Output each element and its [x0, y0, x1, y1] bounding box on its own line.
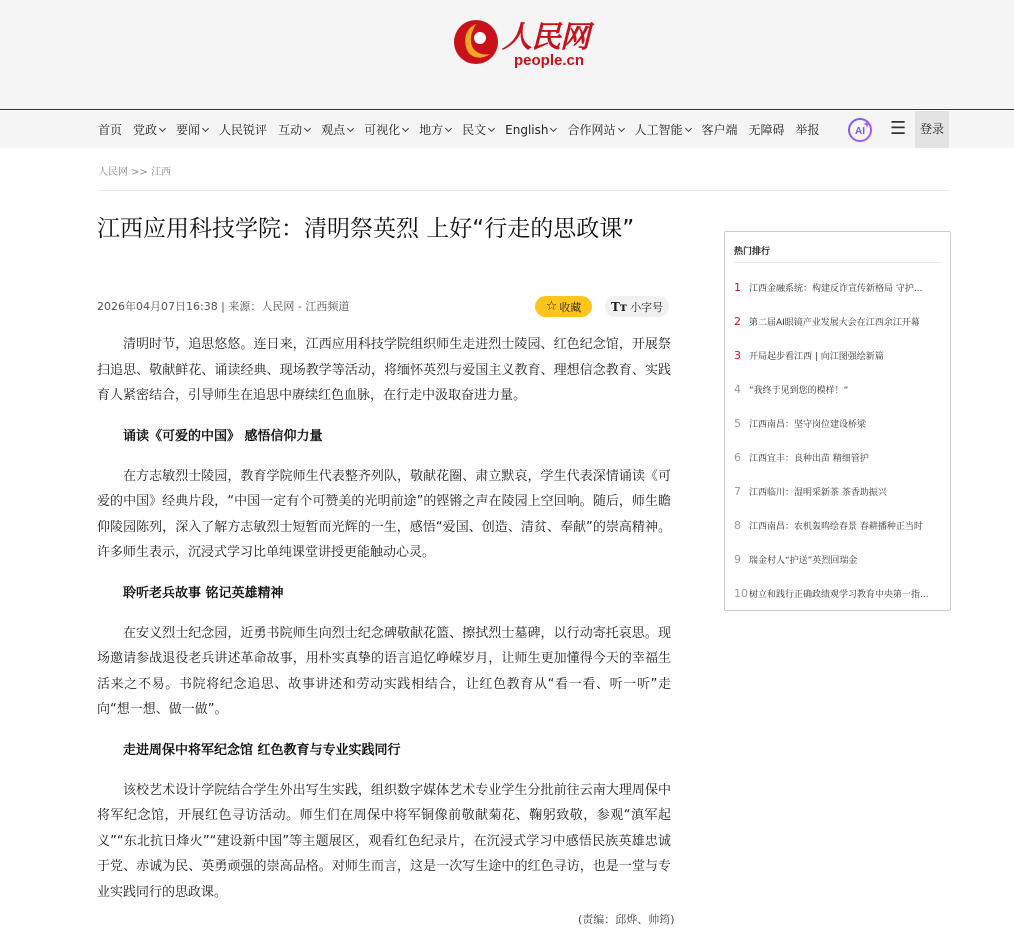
hot-ranking-item[interactable]: [734, 440, 944, 474]
breadcrumb-sep: >>: [128, 167, 152, 178]
chevron-down-icon: [684, 124, 691, 131]
favorite-label: 收藏: [559, 300, 582, 314]
nav-item[interactable]: [567, 121, 623, 138]
star-icon: ☆: [545, 299, 558, 314]
hot-ranking-number: 3: [734, 348, 741, 362]
hot-ranking-item[interactable]: [734, 338, 944, 372]
nav-item[interactable]: [321, 121, 353, 138]
article-editor: (责编：邱烨、帅筠): [578, 913, 675, 926]
nav-item-label: 合作网站: [567, 123, 616, 137]
breadcrumb-channel[interactable]: 江西: [151, 167, 172, 178]
nav-item-label: 党政: [133, 123, 158, 137]
chevron-down-icon: [202, 124, 209, 131]
hot-ranking-item[interactable]: [734, 474, 944, 508]
article-subheading: 诵读《可爱的中国》 感悟信仰力量: [123, 428, 323, 444]
hot-ranking-text: 树立和践行正确政绩观学习教育中央第一指...: [749, 589, 929, 600]
nav-item[interactable]: [462, 121, 494, 138]
login-button[interactable]: 登录: [915, 111, 949, 148]
article-subheading: 聆听老兵故事 铭记英雄精神: [123, 585, 284, 601]
nav-item-label: 民文: [462, 123, 487, 137]
nav-item-label: 人工智能: [634, 123, 683, 137]
nav-item-label: 地方: [419, 123, 444, 137]
breadcrumb-divider: [98, 190, 950, 191]
hot-ranking-number: 1: [734, 280, 741, 294]
nav-item[interactable]: [505, 123, 556, 137]
chevron-down-icon: [617, 124, 624, 131]
hot-ranking-number: 2: [734, 314, 741, 328]
nav-item-label: 无障碍: [748, 123, 785, 137]
hot-ranking-title: 热门排行: [734, 247, 771, 257]
chevron-down-icon: [304, 124, 311, 131]
hot-ranking-item[interactable]: [734, 304, 944, 338]
people-emblem-icon: [452, 18, 500, 66]
nav-item-label: 人民锐评: [219, 123, 268, 137]
nav-item[interactable]: [749, 121, 785, 138]
breadcrumb: [98, 163, 171, 178]
hot-ranking-item[interactable]: [734, 406, 944, 440]
breadcrumb-home[interactable]: 人民网: [98, 167, 128, 178]
ai-assistant-icon[interactable]: [847, 117, 873, 143]
article-paragraph: 在安义烈士纪念园，近勇书院师生向烈士纪念碑敬献花篮、擦拭烈士墓碑，以行动寄托哀思。现场邀请参战退役老兵讲述革命故事，用朴实真挚的语言追忆峥嵘岁月，让师生更加懂得今天的幸福生活来之不易。书院将纪念追思、故事讲述和劳动实践相结合，让红色教育从“看一看、听一听”走向“想一想、做一做”。: [97, 625, 671, 717]
nav-item-label: 要闻: [176, 123, 201, 137]
nav-item[interactable]: [702, 121, 738, 138]
nav-item-label: 客户端: [701, 123, 738, 137]
hot-ranking-divider: [734, 262, 942, 263]
article-meta: 2026年04月07日16:38 | 来源：人民网 - 江西频道: [97, 300, 350, 313]
hot-ranking-text: 第二届AI眼镜产业发展大会在江西余江开幕: [749, 317, 920, 328]
chevron-down-icon: [402, 124, 409, 131]
nav-item-label: 首页: [98, 123, 123, 137]
hot-ranking-number: 9: [734, 552, 741, 566]
chevron-down-icon: [347, 124, 354, 131]
hot-ranking-text: 开局起步看江西 | 向江图强绘新篇: [749, 351, 884, 362]
nav-item-label: 观点: [321, 123, 346, 137]
article-subheading: 走进周保中将军纪念馆 红色教育与专业实践同行: [123, 742, 401, 758]
hot-ranking-panel: [724, 231, 951, 611]
nav-items: [98, 111, 831, 148]
nav-item-label: 互动: [278, 123, 303, 137]
people-logo[interactable]: [452, 10, 602, 70]
hot-ranking-number: 6: [734, 450, 741, 464]
nav-item[interactable]: [635, 121, 691, 138]
font-size-icon: Tт: [610, 299, 628, 314]
nav-item[interactable]: [133, 121, 165, 138]
nav-item[interactable]: [419, 121, 451, 138]
hot-ranking-text: “我终于见到您的模样！”: [749, 385, 849, 396]
article-paragraph: 清明时节，追思悠悠。连日来，江西应用科技学院组织师生走进烈士陵园、红色纪念馆，开展祭扫追思、敬献鲜花、诵读经典、现场教学等活动，将缅怀英烈与爱国主义教育、理想信念教育、实践育人紧密结合，引导师生在追思中赓续红色血脉，在行走中汲取奋进力量。: [97, 337, 671, 403]
nav-item[interactable]: [796, 121, 820, 138]
nav-item[interactable]: [219, 121, 267, 138]
hot-ranking-number: 8: [734, 518, 741, 532]
logo-cn-text: 人民网: [502, 20, 589, 55]
article-paragraph: 在方志敏烈士陵园，教育学院师生代表整齐列队，敬献花圈、肃立默哀，学生代表深情诵读《可爱的中国》经典片段，“中国一定有个可赞美的光明前途”的铿锵之声在陵园上空回响。随后，师生瞻仰陵园陈列，深入了解方志敏烈士短暂而光辉的一生，感悟“爱国、创造、清贫、奉献”的崇高精神。许多师生表示，沉浸式学习比单纯课堂讲授更能触动心灵。: [97, 468, 671, 560]
nav-item-label: English: [505, 122, 549, 137]
hot-ranking-item[interactable]: [734, 270, 944, 304]
hot-ranking-item[interactable]: [734, 576, 944, 610]
chevron-down-icon: [159, 124, 166, 131]
logo-en-text: people.cn: [514, 52, 585, 69]
menu-icon[interactable]: ☰: [890, 118, 907, 139]
hot-ranking-list: [734, 270, 944, 610]
chevron-down-icon: [445, 124, 452, 131]
favorite-button[interactable]: [535, 296, 592, 317]
hot-ranking-text: 江西宜丰：良种出苗 精细管护: [749, 453, 869, 464]
nav-item[interactable]: [98, 121, 122, 138]
nav-item[interactable]: [176, 121, 208, 138]
hot-ranking-text: 江西南昌：农机轰鸣绘春景 春耕播种正当时: [749, 521, 923, 532]
hot-ranking-item[interactable]: [734, 372, 944, 406]
hot-ranking-text: 江西南昌：坚守岗位建设桥梁: [749, 419, 867, 430]
ai-label: AI: [855, 126, 865, 137]
hot-ranking-text: 江西金融系统：构建反诈宣传新格局 守护...: [749, 283, 923, 294]
nav-item[interactable]: [278, 121, 310, 138]
font-size-label: 小字号: [630, 300, 664, 314]
font-size-button[interactable]: [605, 296, 669, 317]
hot-ranking-number: 10: [734, 586, 748, 600]
hot-ranking-text: 江西临川：湿明采新茶 茶香助振兴: [749, 487, 887, 498]
article-body: [97, 332, 671, 920]
article-title: 江西应用科技学院：清明祭英烈 上好“行走的思政课”: [97, 216, 635, 242]
hot-ranking-number: 5: [734, 416, 741, 430]
hot-ranking-item[interactable]: [734, 542, 944, 576]
nav-item-label: 举报: [795, 123, 820, 137]
chevron-down-icon: [550, 124, 557, 131]
nav-item-label: 可视化: [364, 123, 401, 137]
hot-ranking-text: 瑞金村人“护送”英烈回瑞金: [749, 555, 858, 566]
hot-ranking-number: 7: [734, 484, 741, 498]
hot-ranking-number: 4: [734, 382, 741, 396]
article-paragraph: 该校艺术设计学院结合学生外出写生实践，组织数字媒体艺术专业学生分批前往云南大理周保中将军纪念馆，开展红色寻访活动。师生们在周保中将军铜像前敬献菊花、鞠躬致敬，参观“滇军起义”“东北抗日烽火”“建设新中国”等主题展区，观看红色纪录片，在沉浸式学习中感悟民族英雄忠诚于党、赤诚为民、英勇顽强的崇高品格。对师生而言，这是一次写生途中的红色寻访，也是一堂与专业实践同行的思政课。: [97, 782, 671, 900]
nav-item[interactable]: [364, 121, 408, 138]
hot-ranking-item[interactable]: [734, 508, 944, 542]
chevron-down-icon: [488, 124, 495, 131]
header-band: [0, 0, 1014, 110]
